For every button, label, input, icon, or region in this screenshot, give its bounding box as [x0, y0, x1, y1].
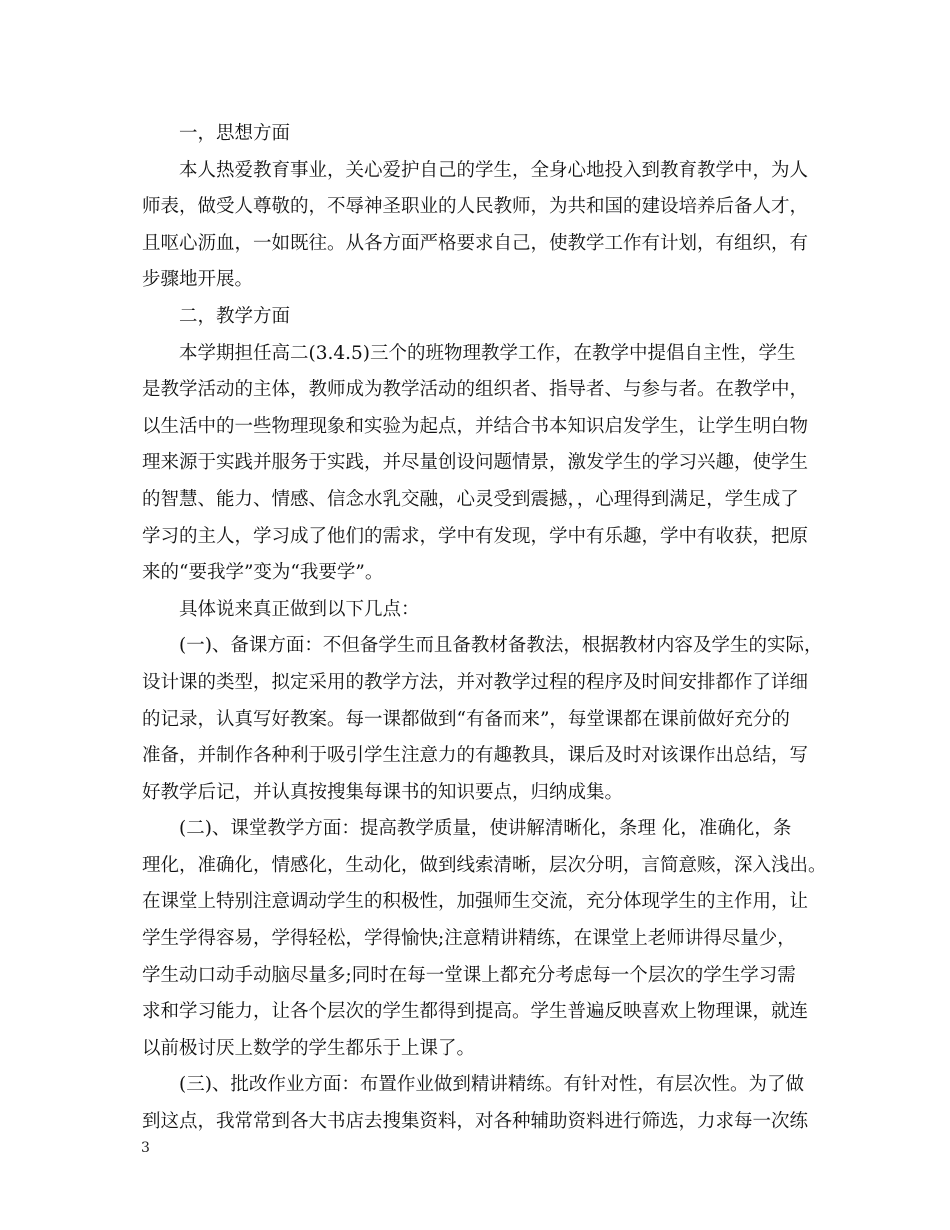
text-line: 学习的主人，学习成了他们的需求，学中有发现，学中有乐趣，学中有收获，把原 — [142, 525, 809, 547]
text-line: 以前极讨厌上数学的学生都乐于上课了。 — [142, 1037, 476, 1059]
text-line: 设计课的类型，拟定采用的教学方法，并对教学过程的程序及时间安排都作了详细 — [142, 671, 809, 693]
text-line: 来的“要我学”变为“我要学”。 — [142, 562, 384, 584]
text-line: 一，思想方面 — [179, 123, 291, 144]
text-line: 理来源于实践并服务于实践，并尽量创设问题情景，激发学生的学习兴趣，使学生 — [142, 452, 809, 474]
text-line: 学生动口动手动脑尽量多;同时在每一堂课上都充分考虑每一个层次的学生学习需 — [142, 964, 796, 986]
text-line: 求和学习能力，让各个层次的学生都得到提高。学生普遍反映喜欢上物理课，就连 — [142, 1001, 809, 1023]
text-line: 二，教学方面 — [179, 305, 291, 327]
text-line: 的智慧、能力、情感、信念水乳交融，心灵受到震撼，，心理得到满足，学生成了 — [142, 488, 799, 510]
text-line: 本学期担任高二(3.4.5)三个的班物理教学工作，在教学中提倡自主性，学生 — [179, 342, 796, 364]
text-line: 在课堂上特别注意调动学生的积极性，加强师生交流，充分体现学生的主作用，让 — [142, 891, 809, 913]
text-line: 好教学后记，并认真按搜集每课书的知识要点，归纳成集。 — [142, 781, 624, 803]
text-line: 以生活中的一些物理现象和实验为起点，并结合书本知识启发学生，让学生明白物 — [142, 415, 809, 437]
text-line: (一)、备课方面：不但备学生而且备教材备教法，根据教材内容及学生的实际， — [179, 635, 823, 657]
text-line: 理化，准确化，情感化，生动化，做到线索清晰，层次分明，言简意赅，深入浅出。 — [142, 854, 827, 876]
text-line: 是教学活动的主体，教师成为教学活动的组织者、指导者、与参与者。在教学中， — [142, 379, 809, 401]
text-line: 本人热爱教育事业，关心爱护自己的学生，全身心地投入到教育教学中，为人 — [179, 159, 809, 181]
page-number: 3 — [141, 1140, 150, 1156]
document-body — [142, 116, 827, 1141]
text-line: 步骤地开展。 — [142, 269, 254, 291]
text-line: 的记录，认真写好教案。每一课都做到“有备而来”，每堂课都在课前做好充分的 — [142, 708, 790, 730]
text-line: 具体说来真正做到以下几点： — [179, 598, 420, 620]
text-line: 师表，做受人尊敬的，不辱神圣职业的人民教师，为共和国的建设培养后备人才， — [142, 196, 809, 218]
text-line: (三)、批改作业方面：布置作业做到精讲精练。有针对性，有层次性。为了做 — [179, 1074, 804, 1096]
text-line: 准备，并制作各种利于吸引学生注意力的有趣教具，课后及时对该课作出总结，写 — [142, 745, 809, 767]
text-line: 到这点，我常常到各大书店去搜集资料，对各种辅助资料进行筛选，力求每一次练 — [142, 1111, 809, 1133]
text-line: (二)、课堂教学方面：提高教学质量，使讲解清晰化，条理 化，准确化，条 — [179, 818, 792, 840]
text-line: 学生学得容易，学得轻松，学得愉快;注意精讲精练，在课堂上老师讲得尽量少， — [142, 928, 796, 950]
text-line: 且呕心沥血，一如既往。从各方面严格要求自己，使教学工作有计划，有组织，有 — [142, 232, 809, 254]
